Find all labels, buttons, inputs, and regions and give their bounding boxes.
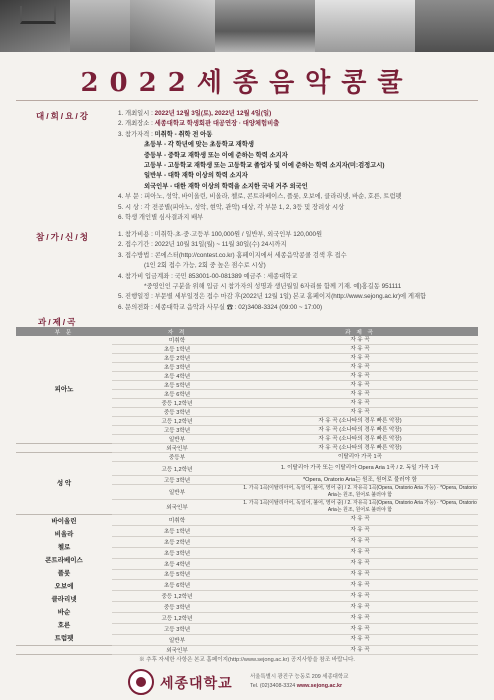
application-item-value: 세종대학교 음악과 사무실 ☎ : 02)3408-3324 (09:00 ~ 17:00) <box>154 303 323 311</box>
repertoire-cell: 자 유 곡 (소나타의 경우 빠른 악장) <box>242 417 478 426</box>
campus-photo <box>0 0 70 52</box>
repertoire-cell: 자 유 곡 (소나타의 경우 빠른 악장) <box>242 426 478 435</box>
overview-item-value: 중등부 - 중학교 재학생 또는 이에 준하는 학력 소지자 <box>144 151 288 159</box>
application-item-label: 1. 참가비용 : <box>118 231 155 238</box>
schedule-table <box>16 327 478 655</box>
eligibility-cell: 고등 3학년 <box>112 426 242 435</box>
eligibility-cell: 중등부 <box>112 453 242 462</box>
eligibility-cell: 초등 2학년 <box>112 536 242 547</box>
eligibility-cell: 미취학 <box>112 336 242 345</box>
repertoire-cell: 자 유 곡 <box>242 536 478 547</box>
repertoire-cell: 자 유 곡 <box>242 558 478 569</box>
section-title-overview: 대/회/요/강 <box>36 111 90 121</box>
eligibility-cell: 고등 1,2학년 <box>112 417 242 426</box>
eligibility-cell: 일반부 <box>112 634 242 645</box>
overview-item <box>118 203 478 213</box>
repertoire-cell: 1. 가곡 1곡(이탈리아어, 독일어, 불어, 영어 중) / 2. 자유곡 1곡(Opera, Oratorio Aria 가능) · *Opera, Oratorio Aria는 원조, 원어로 불러야 함 <box>243 485 477 498</box>
eligibility-cell: 고등 1,2학년 <box>112 462 242 476</box>
section-title-pieces: 과/제/곡 <box>38 317 78 327</box>
repertoire-cell: 자 유 곡 <box>242 646 478 655</box>
eligibility-cell: 고등 3학년 <box>112 624 242 635</box>
table-row <box>16 515 478 526</box>
repertoire-cell: 자 유 곡 <box>242 624 478 635</box>
application-item-label: 2. 접수기간 : <box>118 241 155 249</box>
overview-item-value: 미취학 - 취학 전 아동 <box>154 130 213 138</box>
table-row <box>16 336 478 345</box>
category-cell <box>16 646 112 655</box>
eligibility-cell: 초등 4학년 <box>112 372 242 381</box>
application-item <box>118 251 478 261</box>
campus-photo <box>415 0 494 52</box>
overview-item <box>118 182 478 192</box>
repertoire-cell: 자 유 곡 <box>242 547 478 558</box>
repertoire-cell: 자 유 곡 (소나타의 경우 빠른 악장) <box>242 435 478 444</box>
category-cell <box>16 444 112 453</box>
application-item-value: 2022년 10월 31일(월) ~ 11월 30일(수) 24시까지 <box>154 241 287 249</box>
footnote: ※ 추후 자세한 사항은 본교 홈페이지(http://www.sejong.ac.kr) 공지사항을 참조 바랍니다. <box>139 657 355 663</box>
category-cell: 바이올린 비올라 첼로 콘트라베이스 플룻 오보에 클라리넷 바순 호른 트럼펫 <box>16 515 112 646</box>
eligibility-cell: 일반부 <box>112 485 242 500</box>
overview-item-label: 6. 학생 개인별 심사결과지 배부 <box>118 214 204 222</box>
university-name: 세종대학교 <box>160 676 233 692</box>
overview-list <box>118 109 478 223</box>
eligibility-cell: 초등 5학년 <box>112 569 242 580</box>
overview-item <box>118 151 478 161</box>
eligibility-cell: 고등 3학년 <box>112 476 242 485</box>
overview-item-value: 각 전공별(피아노, 성악, 현악, 관악) 대상, 각 부문 1, 2, 3등 및 장려상 시상 <box>144 203 345 211</box>
footer-tel: Tel. (02)3408-3324 <box>250 683 296 689</box>
eligibility-cell: 외국인부 <box>112 500 242 515</box>
overview-item <box>118 171 478 181</box>
overview-item <box>118 130 478 140</box>
repertoire-cell: 자 유 곡 <box>242 354 478 363</box>
repertoire-cell: 자 유 곡 <box>242 515 478 526</box>
application-item-label: 5. 진행일정 : <box>118 293 155 301</box>
section-title-application: 참/가/신/청 <box>36 232 90 242</box>
repertoire-cell: 1. 가곡 1곡(이탈리아어, 독일어, 불어, 영어 중) / 2. 자유곡 1곡(Opera, Oratorio Aria 가능) · *Opera, Oratorio Aria는 원조, 원어로 불러야 함 <box>243 500 477 513</box>
overview-item-value: 2022년 12월 3일(토), 2022년 12월 4일(일) <box>154 110 272 117</box>
application-item <box>118 261 478 271</box>
overview-item-label: 1. 개최일시 : <box>118 110 155 117</box>
repertoire-cell: 자 유 곡 (소나타의 경우 빠른 악장) <box>242 444 478 453</box>
repertoire-cell: 자 유 곡 <box>242 591 478 602</box>
application-item <box>118 272 478 282</box>
application-item-value: 미취학·초·중·고등부 100,000원 / 일반부, 외국인부 120,000원 <box>154 231 323 238</box>
overview-item-label: 5. 시 상 : <box>118 203 145 211</box>
eligibility-cell: 일반부 <box>112 435 242 444</box>
footer-contact <box>250 673 348 691</box>
overview-item <box>118 213 478 223</box>
application-item-value: (1인 2회 접수 가능, 2회 중 높은 점수로 시상) <box>144 262 266 270</box>
application-item <box>118 292 478 302</box>
eligibility-cell: 초등 2학년 <box>112 354 242 363</box>
eligibility-cell: 외국인부 <box>112 444 242 453</box>
repertoire-cell: 1. 이탈리아 가곡 또는 이탈리아 Opera Aria 1곡 / 2. 독일 가곡 1곡 <box>242 462 478 476</box>
university-logo <box>128 669 154 695</box>
application-item-value: 콘에스터(http://contest.co.kr) 홈페이지에서 세종음악콩쿨 검색 후 접수 <box>154 251 347 259</box>
eligibility-cell: 초등 3학년 <box>112 363 242 372</box>
application-list <box>118 230 478 313</box>
repertoire-cell: 자 유 곡 <box>242 634 478 645</box>
overview-item-value: 피아노, 성악, 바이올린, 비올라, 첼로, 콘트라베이스, 플룻, 오보에, 클라리넷, 바순, 호른, 트럼펫 <box>144 193 402 201</box>
overview-item-label: 3. 참가자격 : <box>118 130 155 138</box>
campus-photo <box>70 0 130 52</box>
eligibility-cell: 외국인부 <box>112 646 242 655</box>
application-item <box>118 240 478 250</box>
eligibility-cell: 초등 5학년 <box>112 381 242 390</box>
application-item-label: 3. 접수방법 : <box>118 251 155 259</box>
pavilion-roof <box>20 6 56 24</box>
repertoire-cell: 자 유 곡 <box>242 381 478 390</box>
category-cell: 피아노 <box>16 336 112 444</box>
repertoire-cell: 자 유 곡 <box>242 399 478 408</box>
eligibility-cell: 초등 1학년 <box>112 345 242 354</box>
repertoire-cell: 자 유 곡 <box>242 390 478 399</box>
eligibility-cell: 고등 1,2학년 <box>112 613 242 624</box>
repertoire-cell: 자 유 곡 <box>242 613 478 624</box>
overview-item-value: 초등부 - 각 학년에 맞는 초등학교 재학생 <box>144 141 254 149</box>
repertoire-cell: 이탈리아 가곡 1곡 <box>242 453 478 462</box>
campus-photo <box>315 0 415 52</box>
repertoire-cell: 자 유 곡 <box>242 525 478 536</box>
column-header: 자 격 <box>112 327 242 336</box>
overview-item-value: 일반부 - 대학 재학 이상의 학력 소지자 <box>144 172 248 180</box>
eligibility-cell: 미취학 <box>112 515 242 526</box>
repertoire-cell: *Opera, Oratorio Aria는 원조, 원어로 불러야 함 <box>242 476 478 485</box>
repertoire-cell: 자 유 곡 <box>242 363 478 372</box>
overview-item-value: 외국인부 - 대한 재학 이상의 학력을 소지한 국내 거주 외국인 <box>144 182 308 190</box>
column-header: 과 제 곡 <box>242 327 478 336</box>
eligibility-cell: 초등 4학년 <box>112 558 242 569</box>
eligibility-cell: 중등 3학년 <box>112 602 242 613</box>
campus-photo <box>215 0 315 52</box>
campus-photo <box>130 0 215 52</box>
eligibility-cell: 초등 6학년 <box>112 580 242 591</box>
repertoire-cell: 자 유 곡 <box>242 580 478 591</box>
application-item <box>118 282 478 292</box>
table-row <box>16 453 478 462</box>
application-item-value: *중영인인 구분을 위해 입금 시 참가자의 성명과 생년월일 6자리를 함께 기재. 예)홍길동 951111 <box>144 283 402 291</box>
table-header-row <box>16 327 478 336</box>
table-row <box>16 646 478 655</box>
column-header: 부 문 <box>16 327 112 336</box>
application-item <box>118 303 478 313</box>
application-item-label: 6. 문의전화 : <box>118 303 155 311</box>
eligibility-cell: 초등 3학년 <box>112 547 242 558</box>
eligibility-cell: 중등 1,2학년 <box>112 399 242 408</box>
category-cell: 성 악 <box>16 453 112 515</box>
title-divider <box>16 100 478 101</box>
overview-item <box>118 192 478 202</box>
overview-item-label: 4. 부 문 : <box>118 193 145 201</box>
page-title: 2022세종음악콩쿨 <box>80 68 414 98</box>
repertoire-cell: 자 유 곡 <box>242 408 478 417</box>
overview-item <box>118 109 478 119</box>
footer-website-link[interactable]: www.sejong.ac.kr <box>296 683 343 689</box>
overview-item-value: 세종대학교 학생회관 대공연장 · 대양체험비출 <box>154 120 280 128</box>
overview-item-label: 2. 개최장소 : <box>118 120 155 128</box>
table-row <box>16 444 478 453</box>
repertoire-cell: 자 유 곡 <box>242 336 478 345</box>
overview-item <box>118 161 478 171</box>
repertoire-cell: 자 유 곡 <box>242 372 478 381</box>
repertoire-cell: 자 유 곡 <box>242 569 478 580</box>
overview-item <box>118 119 478 129</box>
overview-item <box>118 140 478 150</box>
application-item-label: 4. 참가비 입금계좌 : <box>118 272 175 280</box>
application-item <box>118 230 478 240</box>
repertoire-cell: 자 유 곡 <box>242 345 478 354</box>
eligibility-cell: 초등 1학년 <box>112 525 242 536</box>
overview-item-value: 고등부 - 고등학교 재학생 또는 고등학교 졸업자 및 이에 준하는 학력 소지자(미:검정고시) <box>144 162 385 170</box>
application-item-value: 국민 853001-00-081389 예금주 : 세종대학교 <box>174 272 298 280</box>
footer-address: 서울특별시 광진구 능동로 209 세종대학교 <box>250 674 349 680</box>
application-item-value: 부문별 세부일정은 접수 마감 후(2022년 12월 1일) 본교 홈페이지(http://www.sejong.ac.kr)에 게재함 <box>154 293 427 301</box>
header-photo-banner <box>0 0 494 52</box>
eligibility-cell: 중등 1,2학년 <box>112 591 242 602</box>
eligibility-cell: 초등 6학년 <box>112 390 242 399</box>
eligibility-cell: 중등 3학년 <box>112 408 242 417</box>
footer <box>0 665 494 700</box>
repertoire-cell: 자 유 곡 <box>242 602 478 613</box>
